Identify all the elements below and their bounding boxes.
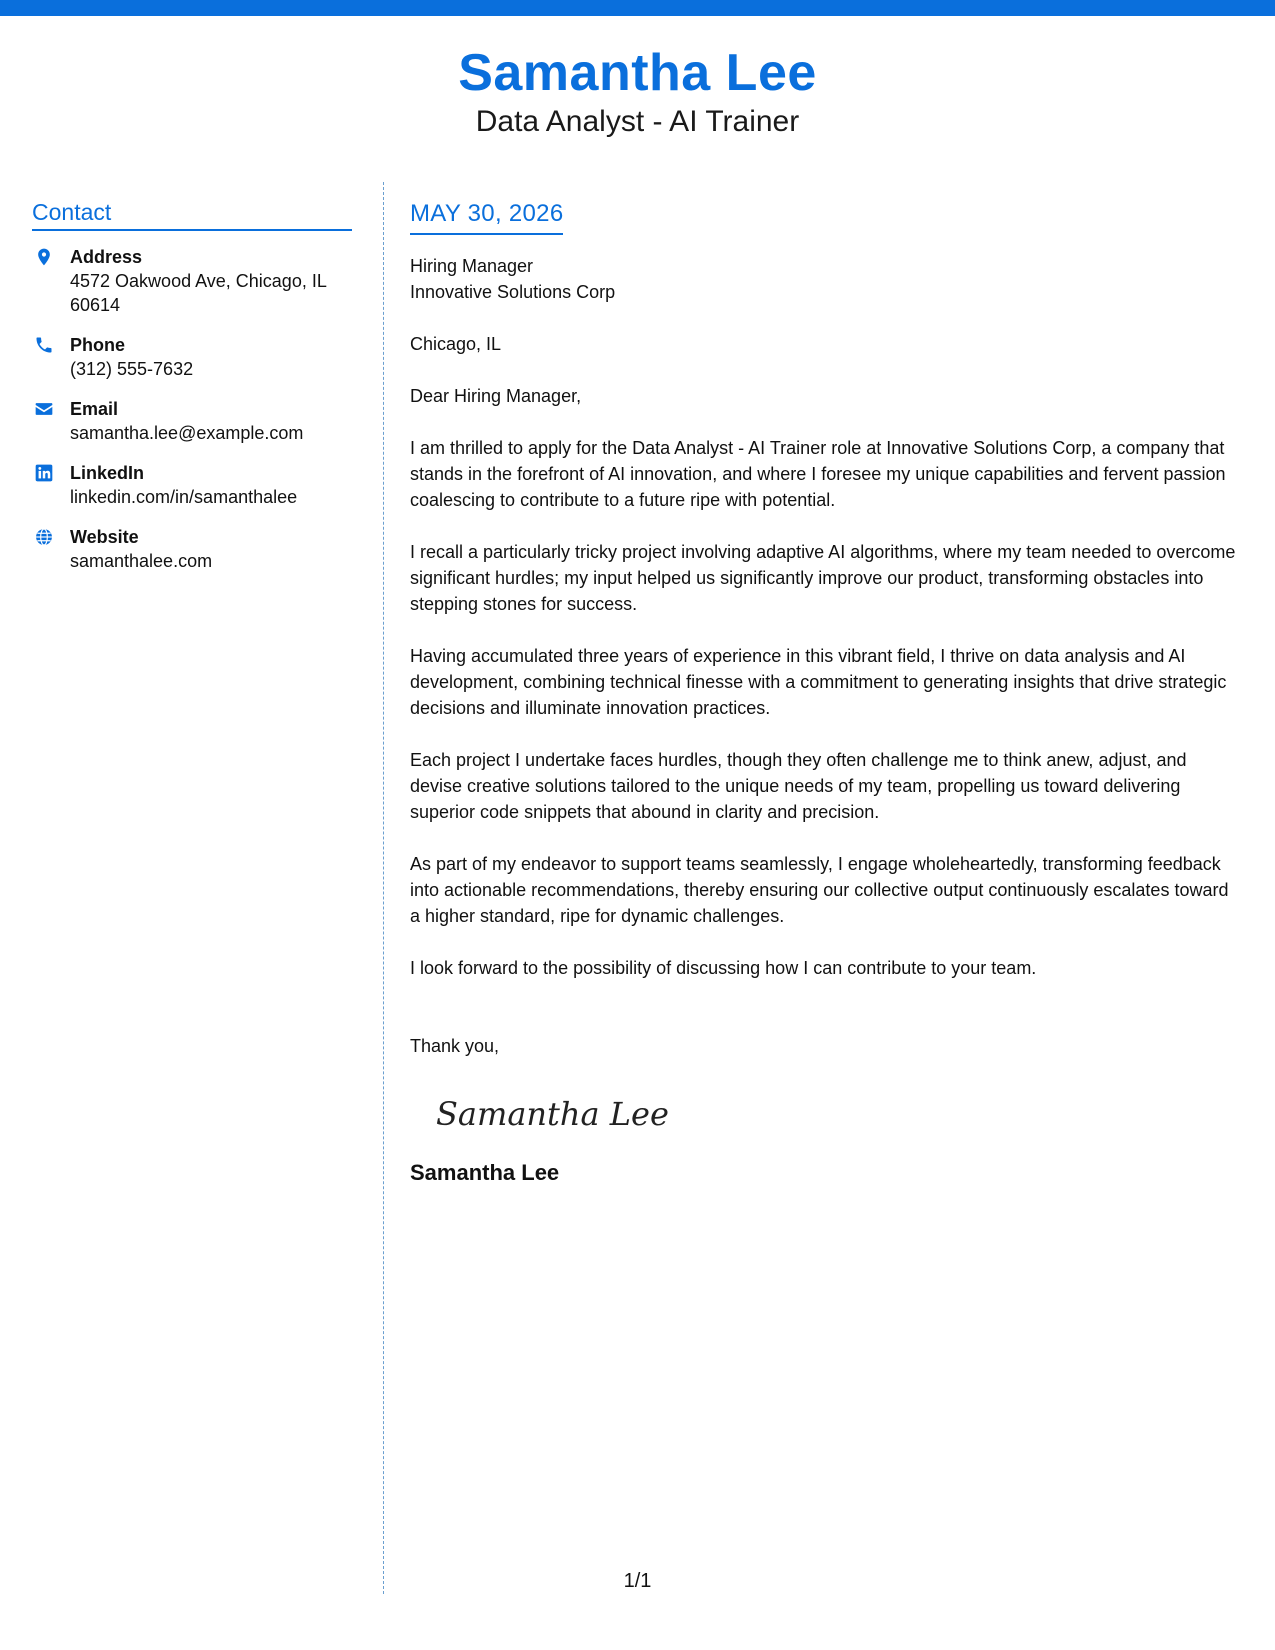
envelope-icon	[32, 397, 70, 445]
body-paragraph: I look forward to the possibility of discussing how I can contribute to your team.	[410, 958, 1037, 978]
email-value: samantha.lee@example.com	[70, 423, 304, 443]
contact-label: Email	[70, 399, 119, 419]
body-paragraph: As part of my endeavor to support teams seamlessly, I engage wholeheartedly, transforming feedback into actionable recommendations, thereby ensuring our collective output continuously escalates toward a higher standard, ripe for dynamic challenges.	[410, 854, 1229, 926]
column-divider	[383, 182, 384, 1594]
contact-item-email	[32, 397, 352, 445]
phone-value: (312) 555-7632	[70, 359, 194, 379]
address-value: 4572 Oakwood Ave, Chicago, IL 60614	[70, 271, 327, 315]
recipient-location: Chicago, IL	[410, 334, 502, 354]
top-accent-bar	[0, 0, 1275, 16]
contact-label: Phone	[70, 335, 126, 355]
recipient-title: Hiring Manager	[410, 256, 534, 276]
closing: Thank you,	[410, 1036, 500, 1056]
contact-list	[32, 245, 352, 573]
contact-item-phone	[32, 333, 352, 381]
linkedin-value: linkedin.com/in/samanthalee	[70, 487, 298, 507]
contact-item-linkedin	[32, 461, 352, 509]
job-title: Data Analyst - AI Trainer	[475, 105, 800, 138]
contact-heading: Contact	[32, 197, 352, 231]
map-pin-icon	[32, 245, 70, 317]
signer-name: Samantha Lee	[410, 1160, 560, 1185]
letter-date: MAY 30, 2026	[410, 197, 563, 235]
recipient-company: Innovative Solutions Corp	[410, 282, 616, 302]
page-number: 1/1	[623, 1570, 652, 1592]
globe-icon	[32, 525, 70, 573]
signature-text: Samantha Lee	[436, 1095, 669, 1133]
body-paragraph: I recall a particularly tricky project involving adaptive AI algorithms, where my team needed to overcome significant hurdles; my input helped us significantly improve our product, transforming obstacles into stepping stones for success.	[410, 542, 1236, 614]
phone-icon	[32, 333, 70, 381]
body-paragraph: I am thrilled to apply for the Data Analyst - AI Trainer role at Innovative Solutions Corp, a company that stands in the forefront of AI innovation, and where I foresee my unique capabilities and fervent passion coalescing to contribute to a future ripe with potential.	[410, 438, 1226, 510]
recipient-block	[410, 253, 1240, 305]
contact-item-website	[32, 525, 352, 573]
contact-label: Website	[70, 527, 139, 547]
contact-item-address	[32, 245, 352, 317]
contact-label: Address	[70, 247, 143, 267]
letter-body	[410, 197, 1240, 1187]
linkedin-icon	[32, 461, 70, 509]
candidate-name: Samantha Lee	[458, 44, 817, 102]
handwritten-signature	[432, 1089, 1240, 1137]
contact-label: LinkedIn	[70, 463, 145, 483]
contact-sidebar	[32, 197, 352, 589]
greeting: Dear Hiring Manager,	[410, 386, 582, 406]
body-paragraph: Each project I undertake faces hurdles, though they often challenge me to think anew, adjust, and devise creative solutions tailored to the unique needs of my team, propelling us toward delivering superior code snippets that abound in clarity and precision.	[410, 750, 1187, 822]
page-header	[0, 42, 1275, 140]
website-value: samanthalee.com	[70, 551, 213, 571]
body-paragraph: Having accumulated three years of experience in this vibrant field, I thrive on data analysis and AI development, combining technical finesse with a commitment to generating insights that drive strategic decisions and illuminate innovation practices.	[410, 646, 1227, 718]
